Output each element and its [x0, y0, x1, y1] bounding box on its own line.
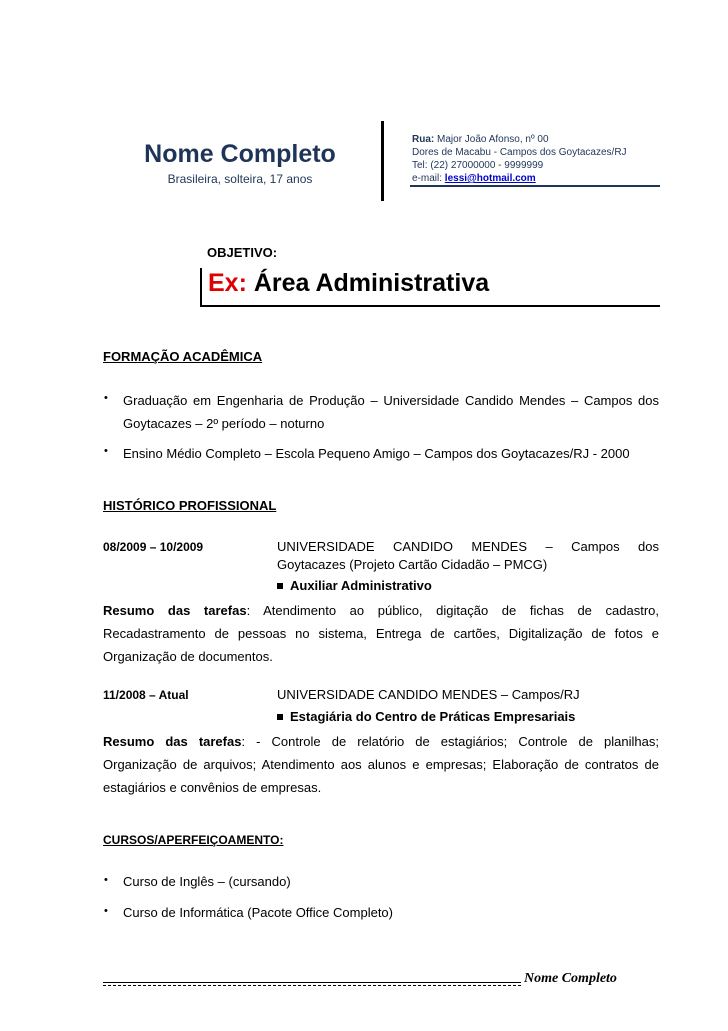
job-role	[277, 709, 575, 724]
education-heading: FORMAÇÃO ACADÊMICA	[103, 349, 263, 364]
education-item-line2: Goytacazes – 2º período – noturno	[123, 416, 325, 431]
job-summary-line	[103, 599, 659, 622]
footer-dashed-rule	[103, 985, 521, 986]
job-summary-line: Organização de arquivos; Atendimento aos alunos e empresas; Elaboração de contratos de	[103, 757, 659, 772]
square-bullet-icon	[277, 714, 283, 720]
footer-rule	[103, 982, 521, 983]
footer-name: Nome Completo	[524, 971, 617, 986]
bullet-icon: •	[104, 392, 108, 404]
email-link[interactable]: lessi@hotmail.com	[444, 173, 536, 184]
objective-label: OBJETIVO:	[207, 245, 278, 260]
education-item-line1: Graduação em Engenharia de Produção – Universidade Candido Mendes – Campos dos	[123, 393, 659, 408]
job-summary-line	[103, 730, 659, 753]
bullet-icon: •	[104, 874, 108, 886]
summary-label: Resumo das tarefas	[103, 603, 247, 618]
street-value: Major João Afonso, nº 00	[437, 134, 549, 145]
job-role-label: Estagiária do Centro de Práticas Empresariais	[290, 709, 576, 724]
job-summary	[103, 599, 659, 668]
street-label: Rua:	[412, 134, 435, 145]
email-label: e-mail:	[412, 173, 443, 184]
square-bullet-icon	[277, 583, 283, 589]
job-company-line1: UNIVERSIDADE CANDIDO MENDES – Campos dos	[277, 539, 659, 554]
job-summary	[103, 730, 659, 799]
bullet-icon: •	[104, 905, 108, 917]
candidate-subtitle: Brasileira, solteira, 17 anos	[167, 172, 313, 186]
job-role-label: Auxiliar Administrativo	[290, 578, 432, 593]
contact-underline	[410, 185, 660, 187]
summary-label: Resumo das tarefas	[103, 734, 242, 749]
job-date: 08/2009 – 10/2009	[103, 540, 204, 554]
education-item: Ensino Médio Completo – Escola Pequeno Amigo – Campos dos Goytacazes/RJ - 2000	[123, 446, 630, 461]
summary-text: : Atendimento ao público, digitação de fichas de cadastro,	[246, 603, 659, 618]
job-company: UNIVERSIDADE CANDIDO MENDES – Campos/RJ	[277, 687, 580, 702]
objective-area: Área Administrativa	[253, 269, 490, 297]
job-summary-line: estagiários e convênios de empresas.	[103, 780, 322, 795]
job-company-line2: Goytacazes (Projeto Cartão Cidadão – PMCG)	[277, 557, 548, 572]
job-company	[277, 538, 659, 574]
contact-street	[412, 133, 549, 146]
job-summary-line: Organização de documentos.	[103, 649, 273, 664]
course-item: Curso de Informática (Pacote Office Completo)	[123, 905, 393, 920]
job-role	[277, 578, 432, 593]
education-item	[123, 389, 659, 435]
candidate-name: Nome Completo	[144, 140, 336, 168]
courses-heading: CURSOS/APERFEIÇOAMENTO:	[103, 833, 284, 847]
experience-heading: HISTÓRICO PROFISSIONAL	[103, 498, 277, 513]
objective-title	[208, 269, 489, 298]
contact-city: Dores de Macabu - Campos dos Goytacazes/RJ	[412, 147, 627, 158]
contact-phone: Tel: (22) 27000000 - 9999999	[412, 160, 544, 171]
course-item: Curso de Inglês – (cursando)	[123, 874, 291, 889]
job-date: 11/2008 – Atual	[103, 688, 189, 702]
bullet-icon: •	[104, 445, 108, 457]
objective-border-left	[200, 268, 202, 306]
objective-border-bottom	[200, 305, 660, 307]
objective-prefix: Ex:	[208, 269, 247, 297]
summary-text: : - Controle de relatório de estagiários; Controle de planilhas;	[241, 734, 659, 749]
header-divider	[381, 121, 384, 201]
contact-email	[412, 172, 536, 185]
job-summary-line: Recadastramento de pessoas no sistema, Entrega de cartões, Digitalização de fotos e	[103, 626, 659, 641]
